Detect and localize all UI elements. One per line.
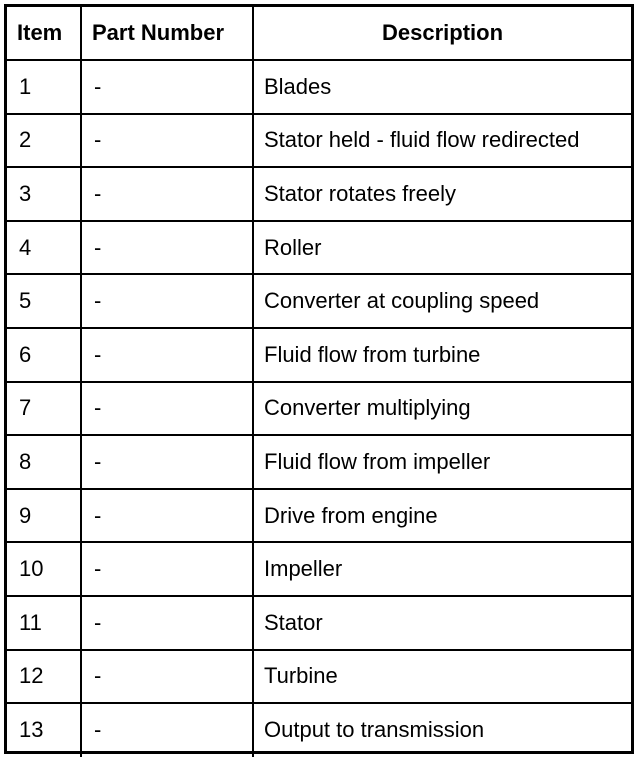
cell-description: Output to transmission [253, 703, 631, 757]
cell-part-number: - [81, 167, 253, 221]
cell-description: Stator [253, 596, 631, 650]
table-row [7, 435, 631, 489]
table-row [7, 703, 631, 757]
cell-description: Stator held - fluid flow redirected [253, 114, 631, 168]
table-row [7, 221, 631, 275]
cell-part-number: - [81, 489, 253, 543]
cell-item: 1 [7, 60, 81, 114]
cell-part-number: - [81, 703, 253, 757]
cell-description: Blades [253, 60, 631, 114]
cell-item: 2 [7, 114, 81, 168]
cell-description: Impeller [253, 542, 631, 596]
cell-item: 4 [7, 221, 81, 275]
cell-item: 9 [7, 489, 81, 543]
cell-part-number: - [81, 274, 253, 328]
cell-item: 5 [7, 274, 81, 328]
cell-part-number: - [81, 221, 253, 275]
header-item: Item [7, 7, 81, 60]
table-row [7, 596, 631, 650]
parts-table-grid [7, 7, 631, 757]
cell-part-number: - [81, 328, 253, 382]
cell-part-number: - [81, 114, 253, 168]
cell-item: 13 [7, 703, 81, 757]
cell-part-number: - [81, 382, 253, 436]
cell-description: Turbine [253, 650, 631, 704]
header-part-number: Part Number [81, 7, 253, 60]
cell-description: Roller [253, 221, 631, 275]
cell-part-number: - [81, 435, 253, 489]
parts-table [4, 4, 634, 754]
cell-description: Stator rotates freely [253, 167, 631, 221]
cell-item: 10 [7, 542, 81, 596]
table-row [7, 328, 631, 382]
cell-description: Converter multiplying [253, 382, 631, 436]
table-row [7, 489, 631, 543]
table-row [7, 167, 631, 221]
cell-item: 3 [7, 167, 81, 221]
table-row [7, 542, 631, 596]
table-row [7, 382, 631, 436]
cell-description: Drive from engine [253, 489, 631, 543]
cell-description: Fluid flow from turbine [253, 328, 631, 382]
table-row [7, 114, 631, 168]
cell-item: 6 [7, 328, 81, 382]
cell-part-number: - [81, 60, 253, 114]
table-row [7, 274, 631, 328]
cell-description: Fluid flow from impeller [253, 435, 631, 489]
cell-item: 7 [7, 382, 81, 436]
table-header-row [7, 7, 631, 60]
cell-part-number: - [81, 596, 253, 650]
cell-description: Converter at coupling speed [253, 274, 631, 328]
table-row [7, 60, 631, 114]
cell-part-number: - [81, 542, 253, 596]
table-row [7, 650, 631, 704]
cell-item: 12 [7, 650, 81, 704]
cell-item: 11 [7, 596, 81, 650]
cell-item: 8 [7, 435, 81, 489]
cell-part-number: - [81, 650, 253, 704]
header-description: Description [253, 7, 631, 60]
